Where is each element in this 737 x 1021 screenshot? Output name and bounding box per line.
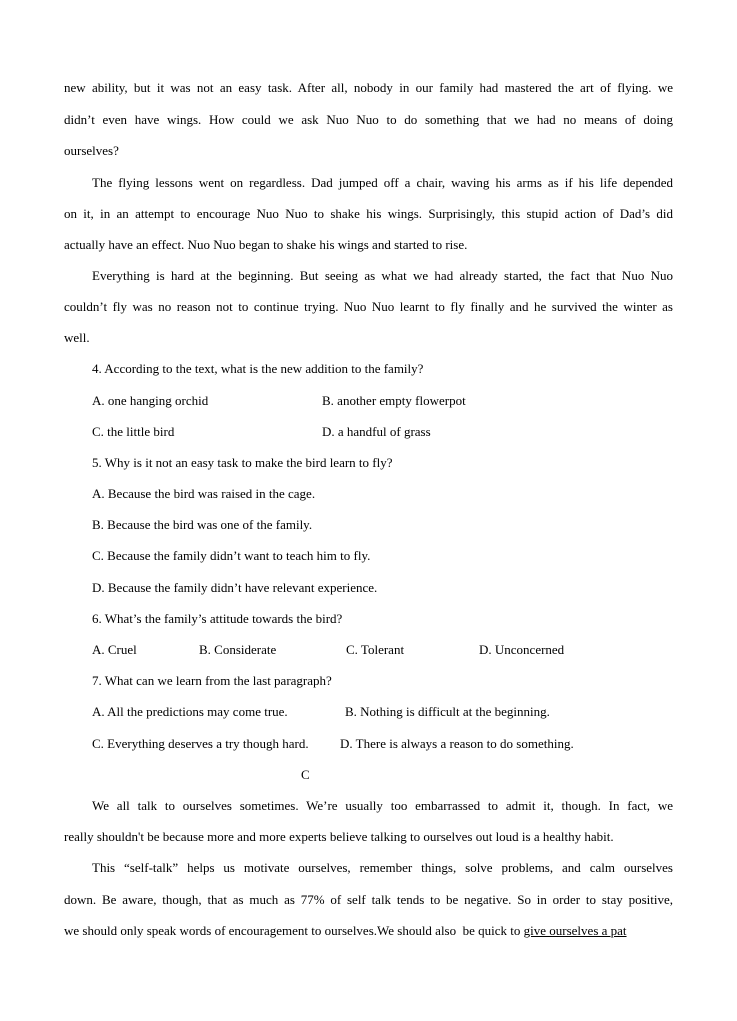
- question-5-option-d: D. Because the family didn’t have relevant experience.: [92, 580, 378, 595]
- question-7-option-c: C. Everything deserves a try though hard.: [92, 736, 309, 751]
- passage-b-line: didn’t even have wings. How could we ask Nuo Nuo to do something that we had no means of doing: [64, 112, 673, 127]
- passage-b-line: couldn’t fly was no reason not to continue trying. Nuo Nuo learnt to fly finally and he survived the winter as: [64, 299, 673, 314]
- question-5-stem: 5. Why is it not an easy task to make the bird learn to fly?: [92, 455, 393, 470]
- question-4-option-a: A. one hanging orchid: [92, 393, 209, 408]
- passage-b-line: The flying lessons went on regardless. Dad jumped off a chair, waving his arms as if his life depended: [92, 175, 673, 190]
- passage-c-line: We all talk to ourselves sometimes. We’re usually too embarrassed to admit it, though. In fact, we: [92, 798, 673, 813]
- question-4-option-b: B. another empty flowerpot: [322, 393, 466, 408]
- question-7-option-b: B. Nothing is difficult at the beginning.: [345, 704, 550, 719]
- passage-c-line: really shouldn't be because more and more experts believe talking to ourselves out loud is a healthy habit.: [64, 829, 614, 844]
- passage-c-text: we should only speak words of encouragement to ourselves.We should also be quick to: [64, 923, 524, 938]
- passage-c-line-last: [64, 923, 673, 939]
- passage-b-line: Everything is hard at the beginning. But seeing as what we had already started, the fact that Nuo Nuo: [92, 268, 673, 283]
- underlined-phrase: give ourselves a pat: [523, 923, 627, 938]
- passage-c-line: This “self-talk” helps us motivate ourselves, remember things, solve problems, and calm ourselves: [92, 860, 673, 875]
- passage-b-line: well.: [64, 330, 90, 345]
- question-5-option-a: A. Because the bird was raised in the cage.: [92, 486, 316, 501]
- question-6-option-b: B. Considerate: [199, 642, 277, 657]
- question-6-option-d: D. Unconcerned: [479, 642, 565, 657]
- question-7-option-d: D. There is always a reason to do something.: [340, 736, 574, 751]
- passage-b-line: new ability, but it was not an easy task. After all, nobody in our family had mastered the art of flying. we: [64, 80, 673, 95]
- question-4-option-d: D. a handful of grass: [322, 424, 431, 439]
- question-7-option-a: A. All the predictions may come true.: [92, 704, 288, 719]
- question-6-option-a: A. Cruel: [92, 642, 137, 657]
- question-4-stem: 4. According to the text, what is the new addition to the family?: [92, 361, 424, 376]
- passage-b-line: actually have an effect. Nuo Nuo began to shake his wings and started to rise.: [64, 237, 468, 252]
- question-4-option-c: C. the little bird: [92, 424, 175, 439]
- question-7-stem: 7. What can we learn from the last paragraph?: [92, 673, 332, 688]
- question-6-option-c: C. Tolerant: [346, 642, 405, 657]
- passage-b-line: ourselves?: [64, 143, 119, 158]
- section-heading: C: [301, 767, 310, 782]
- question-5-option-b: B. Because the bird was one of the family.: [92, 517, 313, 532]
- question-5-option-c: C. Because the family didn’t want to teach him to fly.: [92, 548, 371, 563]
- passage-c-line: down. Be aware, though, that as much as 77% of self talk tends to be negative. So in order to stay positive,: [64, 892, 673, 907]
- question-6-stem: 6. What’s the family’s attitude towards the bird?: [92, 611, 343, 626]
- passage-b-line: on it, in an attempt to encourage Nuo Nuo to shake his wings. Surprisingly, this stupid action of Dad’s did: [64, 206, 673, 221]
